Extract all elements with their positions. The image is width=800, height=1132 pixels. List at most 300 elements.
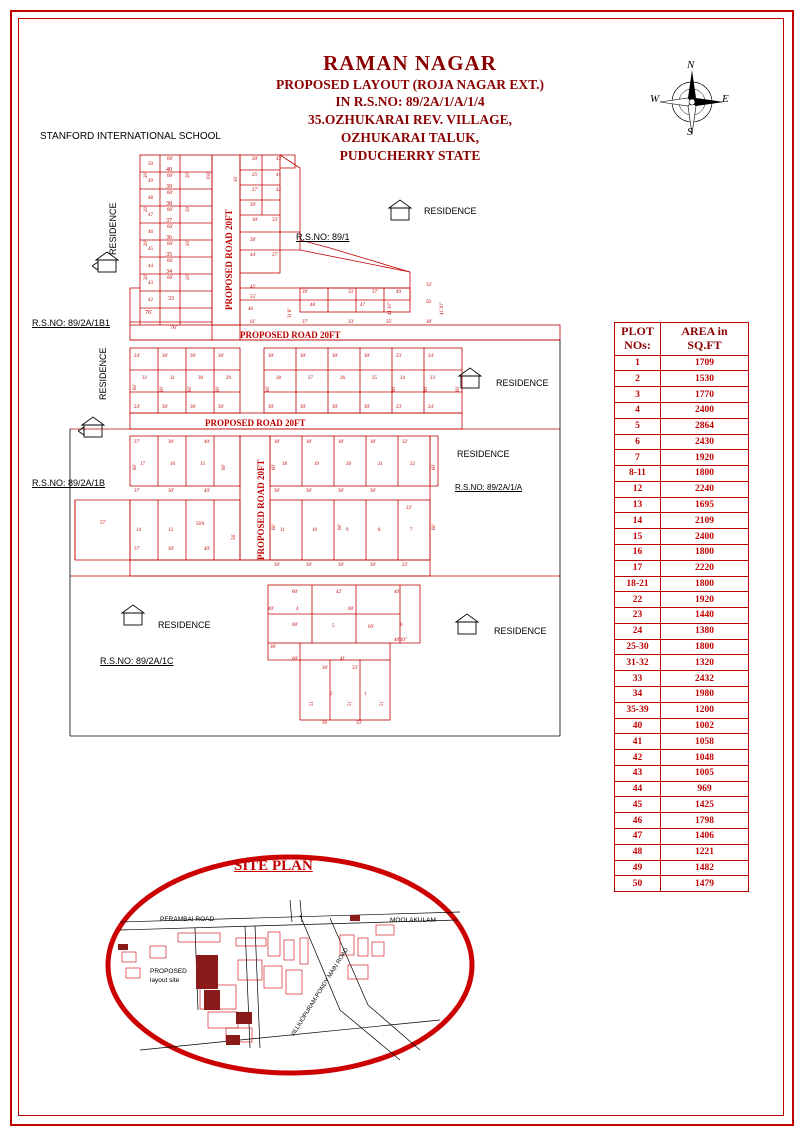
plot-num: 44 [148,264,153,269]
table-row [615,355,749,371]
dim: 27' [252,188,258,193]
table-header-area-line2: SQ.FT [687,337,722,352]
plot-num: 76' [170,325,178,331]
plot-no-cell: 47 [615,829,661,845]
plot-num: 34 [166,269,172,275]
dim: 44' [250,253,256,258]
dim: 60' [424,386,429,392]
dim: 20' [144,240,149,246]
dim: 27' [272,253,278,258]
plot-no-cell: 43 [615,765,661,781]
dim: 30' [162,354,168,359]
table-row [615,560,749,576]
dim: 56'6 [196,522,205,527]
plot-area-cell: 1800 [661,466,749,482]
dim: 40' [204,440,210,445]
plot-area-cell: 1479 [661,876,749,892]
plot-area-cell: 1920 [661,592,749,608]
dim: 37' [134,440,140,445]
table-row [615,844,749,860]
dim: 39' [302,290,308,295]
table-row [615,655,749,671]
label-rs-89-2a-1c: R.S.NO: 89/2A/1C [100,656,174,666]
plot-no-cell: 16 [615,544,661,560]
table-header-plot-line1: PLOT [621,324,654,338]
dim: 20' [144,206,149,212]
title-line-3: 35.OZHUKARAI REV. VILLAGE, [308,112,512,128]
plot-area-cell: 1800 [661,576,749,592]
plot-num: 47 [148,213,153,218]
dim: 37' [134,547,140,552]
plot-no-cell: 45 [615,797,661,813]
table-row [615,450,749,466]
table-header-plot-line2: NOs: [624,337,651,352]
plot-num: 14 [136,528,141,533]
plot-area-cell: 969 [661,781,749,797]
plot-num: 29 [226,376,231,381]
dim: 20' [144,172,149,178]
compass-west-label: W [650,93,660,105]
plot-num: 28 [276,376,281,381]
table-row [615,529,749,545]
plot-area-cell: 1058 [661,734,749,750]
dim: 30' [332,405,338,410]
plot-no-cell: 17 [615,560,661,576]
plot-num: 40 [166,167,172,173]
dim: 33' [356,721,362,726]
plot-no-cell: 6 [615,434,661,450]
dim: 30' [364,354,370,359]
table-row [615,513,749,529]
dim: 30' [322,666,328,671]
plot-area-table [614,322,749,892]
label-residence-left-2: RESIDENCE [98,347,108,400]
dim: 39' [250,203,256,208]
dim: 30' [218,354,224,359]
plot-no-cell: 14 [615,513,661,529]
dim: 20' [144,274,149,280]
table-row [615,734,749,750]
plot-num: 47 [360,303,365,308]
plot-no-cell: 24 [615,623,661,639]
dim: 30' [338,563,344,568]
plot-num: 50 [426,300,431,305]
table-row [615,860,749,876]
table-row [615,544,749,560]
dim: 61' [250,320,256,325]
label-rs-89-2a-1a: R.S.NO: 89/2A/1/A [455,483,523,492]
dim: 192' [207,171,212,180]
plot-no-cell: 8-11 [615,466,661,482]
plot-area-cell: 1800 [661,544,749,560]
plot-no-cell: 15 [615,529,661,545]
dim: 60' [167,259,173,264]
dim: 30' [168,489,174,494]
house-icon-bottom-right [452,612,482,638]
dim: 30' [306,563,312,568]
dim: 60' [292,590,298,595]
compass-south-label: S [687,126,693,138]
plot-area-cell: 2864 [661,418,749,434]
dim: 30' [252,218,258,223]
label-layout-site: layout site [150,977,180,984]
dim: 60' [432,524,437,530]
dim: 33' [352,666,358,671]
dim: 35' [386,320,392,325]
table-row [615,418,749,434]
plot-num: 13 [168,528,173,533]
table-row [615,671,749,687]
plot-area-cell: 1695 [661,497,749,513]
plot-num: 21 [378,462,383,467]
label-residence-top: RESIDENCE [424,206,477,216]
dim: 45' [250,285,256,290]
dim: 55' [250,295,256,300]
plot-area-cell: 1380 [661,623,749,639]
title-line-2: IN R.S.NO: 89/2A/1/A/1/4 [335,94,485,110]
title-line-5: PUDUCHERRY STATE [339,147,481,163]
plot-area-cell: 1221 [661,844,749,860]
dim: 56' [232,534,237,540]
dim: 30' [274,563,280,568]
plot-num: 49 [148,179,153,184]
plot-num: 27 [308,376,313,381]
label-road-horizontal-1: PROPOSED ROAD 20FT [240,330,341,340]
plot-num: 4 [296,607,299,612]
plot-num: 10 [312,528,317,533]
dim: 60' [167,208,173,213]
dim: 30' [306,489,312,494]
plot-area-cell: 2220 [661,560,749,576]
dim: 37' [372,290,378,295]
dim: 23' [396,354,402,359]
dim: 40' [204,489,210,494]
dim: 33' [272,218,278,223]
plot-area-cell: 1406 [661,829,749,845]
label-residence-bottom-left: RESIDENCE [158,620,211,630]
dim: 30' [270,645,276,650]
plot-no-cell: 46 [615,813,661,829]
plot-no-cell: 35-39 [615,702,661,718]
dim: 30' [268,354,274,359]
label-rs-89-2a-1b1: R.S.NO: 89/2A/1B1 [32,318,111,328]
dim: 69' [368,625,374,630]
plot-num: 38 [166,201,172,207]
dim: 30' [300,405,306,410]
plot-area-cell: 2400 [661,402,749,418]
plot-no-cell: 23 [615,608,661,624]
label-road-vertical-1: PROPOSED ROAD 20FT [224,209,234,310]
dim: 57' [100,521,106,526]
plot-num: 45 [148,247,153,252]
dim: 31'6" [288,307,293,318]
dim: 51' [348,700,353,706]
plot-area-cell: 1425 [661,797,749,813]
dim: 60' [167,225,173,230]
plot-num: 11 [280,528,285,533]
dim: 20' [252,157,258,162]
plot-num: 7 [410,528,413,533]
dim: 60' [348,607,354,612]
dim: 30' [268,405,274,410]
plot-area-cell: 2432 [661,671,749,687]
plot-no-cell: 44 [615,781,661,797]
dim: 24' [428,354,434,359]
plot-num: 26 [340,376,345,381]
dim: 60' [222,464,227,470]
plot-num: 15 [200,462,205,467]
dim: 60' [216,386,221,392]
plot-no-cell: 1 [615,355,661,371]
label-rs-89-2a-1b: R.S.NO: 89/2A/1B [32,478,106,488]
dim: 33' [348,290,354,295]
plot-num: 46 [248,307,253,312]
table-row [615,608,749,624]
plot-num: 35 [166,252,172,258]
label-rs-89-1: R.S.NO: 89/1 [296,232,350,242]
dim: 60' [167,174,173,179]
table-row [615,750,749,766]
dim: 32' [402,440,408,445]
plot-area-cell: 1798 [661,813,749,829]
dim: 30' [300,354,306,359]
dim: 30' [168,547,174,552]
table-row [615,813,749,829]
plot-num: 36 [166,235,172,241]
label-school: STANFORD INTERNATIONAL SCHOOL [40,131,221,142]
plot-num: 37 [166,218,172,224]
plot-no-cell: 7 [615,450,661,466]
plot-num: 48 [148,196,153,201]
plot-area-cell: 1320 [661,655,749,671]
table-row [615,829,749,845]
plot-no-cell: 42 [615,750,661,766]
plot-area-cell: 1980 [661,687,749,703]
table-row [615,876,749,892]
dim: 51' [380,700,385,706]
plot-area-cell: 1005 [661,765,749,781]
label-perambai-road: PERAMBAI ROAD [160,916,215,923]
plot-num: 1 [364,692,367,697]
dim: 30' [162,405,168,410]
plot-no-cell: 3 [615,387,661,403]
dim: 41' [340,657,346,662]
dim: 33' [348,320,354,325]
table-header-area-line1: AREA in [681,324,728,338]
dim: 30' [426,320,432,325]
plot-no-cell: 50 [615,876,661,892]
plot-num: 42 [148,298,153,303]
dim: 60' [292,623,298,628]
plot-no-cell: 12 [615,481,661,497]
plot-num: 25 [372,376,377,381]
plot-no-cell: 22 [615,592,661,608]
dim: 23' [396,405,402,410]
dim: 20' [186,172,191,178]
dim: 41'10" [388,302,393,315]
dim: 51' [310,700,315,706]
dim: 37' [134,489,140,494]
plot-num: 22 [410,462,415,467]
dim: 41'10" [440,302,445,315]
plot-num: 33 [168,296,174,302]
dim: 30 [322,721,327,726]
plot-num: 16 [170,462,175,467]
table-row [615,718,749,734]
dim: 30' [370,563,376,568]
dim: 30' [274,440,280,445]
house-icon-top [385,198,415,224]
plot-num: 48 [310,303,315,308]
plot-area-cell: 2240 [661,481,749,497]
dim: 30' [190,405,196,410]
compass-north-label: N [687,59,695,71]
plot-num: 31 [170,376,175,381]
plot-area-cell: 1440 [661,608,749,624]
label-road-horizontal-2: PROPOSED ROAD 20FT [205,418,306,428]
plot-num: 43 [148,281,153,286]
plot-num: 30 [198,376,203,381]
house-icon-bottom-left [118,603,148,629]
dim: 60' [272,524,277,530]
dim: 60' [167,276,173,281]
table-row [615,387,749,403]
dim: 30' [168,440,174,445]
table-row [615,623,749,639]
house-icon-left-2 [78,415,108,441]
page-title: RAMAN NAGAR [323,51,497,75]
dim: 40' [204,547,210,552]
dim: 22' [402,563,408,568]
plot-no-cell: 33 [615,671,661,687]
plot-num: 17 [140,462,145,467]
plot-num: 9 [346,528,349,533]
dim: 24' [134,405,140,410]
dim: 60' [167,242,173,247]
label-residence-right-2: RESIDENCE [457,449,510,459]
label-site-plan: SITE PLAN [234,858,313,874]
plot-area-cell: 1200 [661,702,749,718]
table-row [615,497,749,513]
plot-num: 20 [346,462,351,467]
dim: 60' [167,157,173,162]
table-header-plot [615,323,661,356]
dim: 60' [272,464,277,470]
dim: 30' [274,489,280,494]
plot-area-cell: 1709 [661,355,749,371]
table-row [615,592,749,608]
dim: 60' [432,464,437,470]
plot-area-cell: 1482 [661,860,749,876]
house-icon-left-1 [92,250,122,276]
plot-num: 23 [430,376,435,381]
plot-area-cell: 1002 [661,718,749,734]
plot-no-cell: 40 [615,718,661,734]
plot-no-cell: 4 [615,402,661,418]
dim: 20' [234,176,239,182]
plot-area-cell: 2109 [661,513,749,529]
plot-area-cell: 1048 [661,750,749,766]
plot-area-cell: 2400 [661,529,749,545]
plot-area-cell: 1920 [661,450,749,466]
plot-num: 43 [276,157,281,162]
dim: 60' [167,191,173,196]
table-row [615,797,749,813]
plot-num: 18 [282,462,287,467]
plot-num: 50 [148,162,153,167]
plot-no-cell: 13 [615,497,661,513]
dim: 30' [338,440,344,445]
plot-no-cell: 48 [615,844,661,860]
dim: 40' [394,590,400,595]
table-row [615,781,749,797]
plot-num: 6 [400,623,403,628]
plot-num: 24 [400,376,405,381]
dim: 24' [134,354,140,359]
label-proposed: PROPOSED [150,968,187,975]
dim: 60' [456,386,461,392]
label-residence-bottom-right: RESIDENCE [494,626,547,636]
dim: 30' [338,489,344,494]
dim: 24' [428,405,434,410]
plot-num: 19 [314,462,319,467]
plot-num: 2 [330,692,333,697]
plot-num: 49 [396,290,401,295]
plot-no-cell: 25-30 [615,639,661,655]
plot-area-cell: 1800 [661,639,749,655]
plot-num: 46 [148,230,153,235]
label-main-road: VILLIUOPURAM-PONDY MAIN ROAD [290,947,350,1039]
table-row [615,371,749,387]
table-row [615,434,749,450]
dim: 60' [133,384,138,390]
plot-area-cell: 1770 [661,387,749,403]
plot-num: 39 [166,184,172,190]
dim: 60' [160,386,165,392]
dim: 60' [188,386,193,392]
plot-no-cell: 34 [615,687,661,703]
plot-num: 5 [332,624,335,629]
dim: 60' [292,657,298,662]
dim: 60' [392,386,397,392]
plot-num: 8 [378,528,381,533]
title-line-1: PROPOSED LAYOUT (ROJA NAGAR EXT.) [276,76,544,92]
dim: 37' [302,320,308,325]
dim: 32' [426,283,432,288]
dim: 40' [268,607,274,612]
plot-num: 42 [276,188,281,193]
dim: 30' [364,405,370,410]
table-row [615,765,749,781]
dim: 30' [370,489,376,494]
table-row [615,576,749,592]
table-row [615,639,749,655]
dim: 40'10'' [394,638,407,643]
dim: 25' [252,173,258,178]
plot-no-cell: 49 [615,860,661,876]
dim: 28' [250,238,256,243]
dim: 60' [338,524,343,530]
table-row [615,402,749,418]
dim: 30' [190,354,196,359]
plot-area-cell: 1530 [661,371,749,387]
plot-no-cell: 2 [615,371,661,387]
dim: 30' [218,405,224,410]
dim: 42' [336,590,342,595]
plot-num: 41 [276,173,281,178]
label-residence-left-1: RESIDENCE [108,202,118,255]
table-row [615,466,749,482]
